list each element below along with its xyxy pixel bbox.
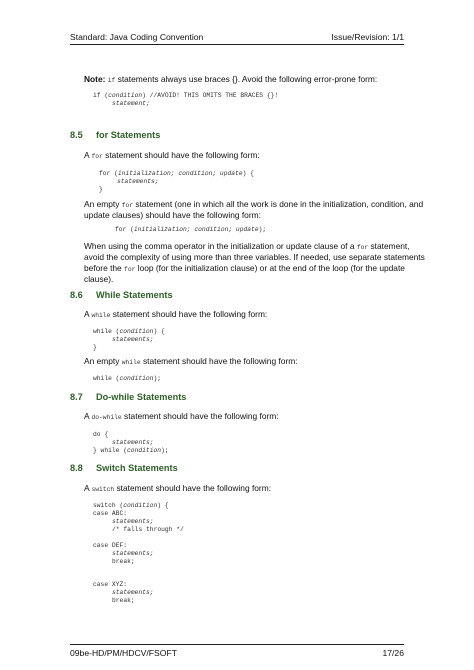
for-intro: A for statement should have the following form: [84,150,260,160]
note-keyword: if [107,77,116,84]
note-paragraph [84,74,377,86]
switch-code-line-7: break; [112,558,135,565]
switch-code-line-4: /* falls through */ [112,526,184,533]
header-title: Standard: Java Coding Convention [70,32,204,42]
section-heading-8-6: 8.6 While Statements [70,290,173,300]
note-label: Note: [84,74,106,84]
do-while-code-line-1: do { [93,431,109,438]
switch-code-line-3: statements; [112,518,154,525]
for-comma-para-line-1: When using the comma operator in the initialization or update clause of a for statement, [84,241,410,251]
note-text: statements always use braces {}. Avoid the following error-prone form: [117,74,378,84]
for-empty-para-line-1: An empty for statement (one in which all the work is done in the initialization, condition, and [84,199,424,209]
while-code-line-2: statements; [112,336,154,343]
for-empty-para-line-2: update clauses) should have the following form: [84,210,261,220]
while-code-line-1: while (condition) { [93,328,165,335]
while-empty-para: An empty while statement should have the following form: [84,356,298,366]
switch-code-line-2: case ABC: [93,510,128,517]
for-comma-para-line-4: clause). [84,274,114,284]
do-while-code-line-3: } while (condition); [93,447,169,454]
footer-page-number: 17/26 [382,648,404,658]
switch-code-line-10: break; [112,597,135,604]
section-heading-8-7: 8.7 Do-while Statements [70,392,187,402]
while-code-line-3: } [93,344,97,351]
switch-code-line-6: statements; [112,550,154,557]
for-code-line-1: for (initialization; condition; update) { [99,170,254,177]
footer-doc-id: 09be-HD/PM/HDCV/FSOFT [70,648,177,658]
switch-code-line-1: switch (condition) { [93,502,169,509]
for-code-line-3: } [99,186,103,193]
header-revision: Issue/Revision: 1/1 [331,32,404,42]
switch-code-line-5: case DEF: [93,542,128,549]
while-intro: A while statement should have the following form: [84,309,268,319]
page-footer [70,644,404,659]
while-empty-code: while (condition); [93,375,162,382]
switch-code-line-8: case XYZ: [93,581,128,588]
page-header [70,30,404,45]
for-code-line-2: statements; [117,178,159,185]
section-heading-8-8: 8.8 Switch Statements [70,463,178,473]
note-code-line-1: if (condition) //AVOID! THIS OMITS THE BRACES {}! [93,92,279,99]
do-while-code-line-2: statements; [112,439,154,446]
note-code-line-2: statement; [112,100,150,107]
for-comma-para-line-3: before the for loop (for the initialization clause) or at the end of the loop (for the update [84,263,405,273]
switch-code-line-9: statements; [112,589,154,596]
do-while-intro: A do-while statement should have the following form: [84,411,279,421]
for-empty-code: for (initialization; condition; update); [115,226,267,233]
section-heading-8-5: 8.5 for Statements [70,130,161,140]
switch-intro: A switch statement should have the following form: [84,483,272,493]
for-comma-para-line-2: avoid the complexity of using more than three variables. If needed, use separate statements [84,252,425,262]
